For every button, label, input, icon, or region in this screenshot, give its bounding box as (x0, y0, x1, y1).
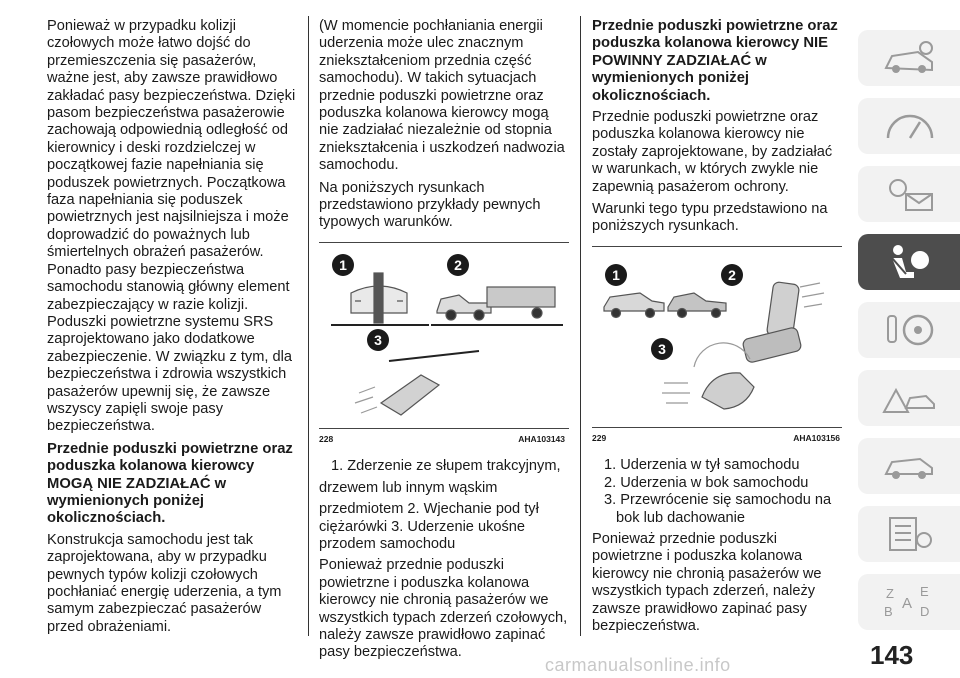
svg-text:E: E (920, 584, 929, 599)
figure-caption (319, 431, 569, 448)
warning-triangle-car-icon (880, 378, 940, 418)
svg-text:B: B (884, 604, 893, 619)
dashboard-gauge-icon (880, 106, 940, 146)
svg-text:A: A (902, 595, 913, 612)
side-tab-servicing[interactable] (858, 438, 960, 494)
svg-text:Z: Z (886, 586, 894, 601)
figure-code: AHA103143 (518, 433, 565, 444)
rear-end-collision-icon (604, 293, 726, 318)
car-info-icon (880, 38, 940, 78)
key-and-steering-wheel-icon (880, 310, 940, 350)
marker-1-label: 1 (339, 256, 347, 273)
airbag-seatbelt-icon (880, 242, 940, 282)
list-item: przedmiotem 2. Wjechanie pod tył ciężarówki 3. Uderzenie ukośne przodem samochodu (319, 501, 539, 552)
car-under-truck-icon (431, 287, 563, 325)
technical-data-list-icon (880, 514, 940, 554)
car-service-icon (880, 446, 940, 486)
lights-and-message-icon (880, 174, 940, 214)
watermark: carmanualsonline.info (545, 655, 731, 675)
section-heading: Przednie poduszki powietrzne oraz poduszka kolanowa kierowcy MOGĄ NIE ZADZIAŁAĆ w wymienionych poniżej okolicznościach. (47, 440, 293, 527)
marker-1-label: 1 (612, 266, 620, 283)
paragraph: Konstrukcja samochodu jest tak zaprojektowana, aby w przypadku pewnych typów kolizji czołowych pochłaniać energię uderzenia, a tym samym zabezpieczać pasażerów przed obrażeniami. (47, 531, 282, 635)
paragraph: (W momencie pochłaniania energii uderzenia może ulec znacznym zniekształceniom przednia część samochodu). W takich sytuacjach przednie poduszki powietrzne oraz poduszka kolanowa kierowcy mogą nie zadziałać niezależnie od stopnia zniekształcenia i uszkodzeń nadwozia samochodu. (319, 18, 565, 174)
figure-code: AHA103156 (793, 432, 840, 443)
text-column-1 (47, 18, 297, 641)
column-divider-2 (580, 16, 581, 636)
side-tab-starting-driving[interactable] (858, 302, 960, 358)
list-item: 2. Uderzenia w bok samochodu (604, 474, 809, 491)
marker-3-label: 3 (374, 331, 382, 348)
text-column-2 (319, 18, 569, 667)
figure-legend-list (592, 457, 844, 527)
page-number: 143 (870, 640, 914, 670)
side-tab-lights-messages[interactable] (858, 166, 960, 222)
list-item: 1. Uderzenia w tył samochodu (604, 457, 800, 474)
side-impact-collision-icon (742, 281, 824, 363)
side-tab-index[interactable] (858, 574, 960, 630)
non-deploy-collision-illustration (592, 247, 842, 427)
svg-text:D: D (920, 604, 930, 619)
marker-2-label: 2 (454, 256, 462, 273)
paragraph: Ponieważ w przypadku kolizji czołowych może łatwo dojść do przemieszczenia się pasażerów, ważne jest, aby zawsze prawidłowo zakładać pasy bezpieczeństwa. Dzięki pasom bezpieczeństwa pasażerowie zachowają odpowiednią odległość od kierownicy i deski rozdzielczej w początkowej fazie napełniania się poduszek powietrznych. Początkowa faza napełniania się poduszek powietrznych jest najsilniejsza i może doprowadzić do poważnych lub śmiertelnych obrażeń pasażerów. Ponadto pasy bezpieczeństwa samochodu stanowią główny element zabezpieczający w razie kolizji. Poduszki powietrzne systemu SRS zaprojektowano jako dodatkowe zabezpieczenie. W związku z tym, dla bezpieczeństwa i zdrowia wszystkich pasażerów upewnij się, że zawsze wszyscy zapięli swoje pasy bezpieczeństwa. (47, 18, 296, 435)
side-tab-car-info[interactable] (858, 30, 960, 86)
figure-229 (592, 246, 842, 428)
list-item: 1. Zderzenie ze słupem trakcyjnym, (331, 458, 561, 475)
car-hitting-pole-icon (331, 273, 429, 325)
paragraph: Na poniższych rysunkach przedstawiono przykłady pewnych typowych warunków. (319, 179, 541, 231)
column-divider-1 (308, 16, 309, 636)
paragraph: Warunki tego typu przedstawiono na poniższych rysunkach. (592, 201, 828, 235)
rollover-collision-icon (662, 343, 754, 409)
alphabetical-index-icon (880, 582, 940, 622)
figure-number: 228 (319, 433, 334, 444)
car-oblique-collision-icon (355, 351, 479, 415)
side-tab-dashboard[interactable] (858, 98, 960, 154)
text-column-3 (592, 18, 844, 640)
figure-caption (592, 430, 844, 447)
side-tab-safety[interactable] (858, 234, 960, 290)
figure-228 (319, 242, 569, 429)
marker-3-label: 3 (658, 340, 666, 357)
figure-number: 229 (592, 432, 607, 443)
marker-2-label: 2 (728, 266, 736, 283)
list-item: drzewem lub innym wąskim (319, 479, 498, 496)
paragraph: Ponieważ przednie poduszki powietrzne i poduszka kolanowa kierowcy nie chronią pasażerów we wszystkich typach zderzeń czołowych, należy zawsze prawidłowo zapinać pasy bezpieczeństwa. (319, 557, 568, 661)
section-heading: Przednie poduszki powietrzne oraz poduszka kolanowa kierowcy NIE POWINNY ZADZIAŁAĆ w wymienionych poniżej okolicznościach. (592, 18, 838, 104)
side-tab-technical-data[interactable] (858, 506, 960, 562)
list-item: 3. Przewrócenie się samochodu na bok lub dachowanie (604, 492, 832, 526)
paragraph: Przednie poduszki powietrzne oraz poduszka kolanowa kierowcy nie zostały zaprojektowane, by zadziałać w warunkach, w których zwykle nie zapewnią pasażerom ochrony. (592, 109, 833, 195)
paragraph: Ponieważ przednie poduszki powietrzne i poduszka kolanowa kierowcy nie chronią pasażerów we wszystkich typach zderzeń, należy zawsze prawidłowo zapinać pasy bezpieczeństwa. (592, 530, 822, 634)
frontal-collision-illustration (319, 243, 569, 428)
figure-legend-list (319, 458, 569, 553)
side-tab-emergency[interactable] (858, 370, 960, 426)
